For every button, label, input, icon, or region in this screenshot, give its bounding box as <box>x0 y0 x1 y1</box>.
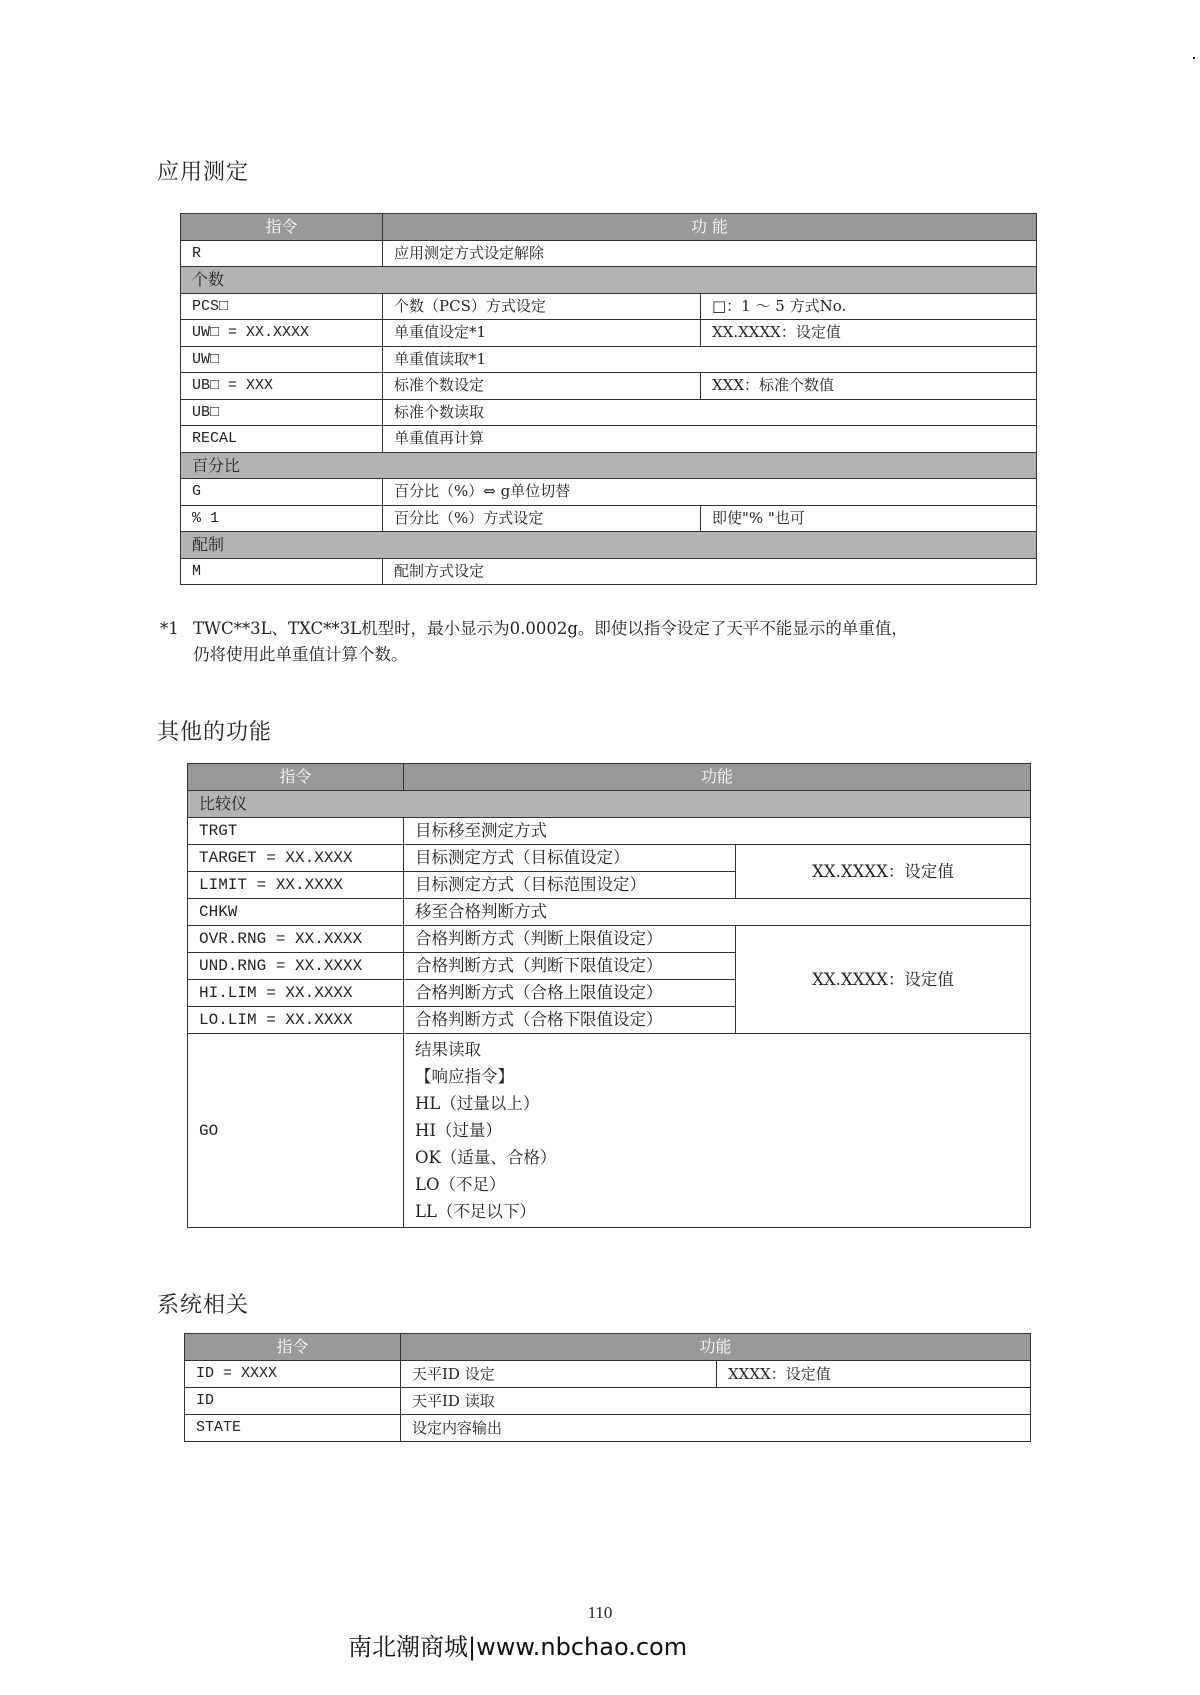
cell-function: 合格判断方式（合格上限值设定） <box>404 980 736 1007</box>
group-label: 百分比 <box>181 452 1037 479</box>
cell-function: 目标移至测定方式 <box>404 818 1031 845</box>
table-row <box>181 558 1037 585</box>
cell-function: 目标测定方式（目标值设定） <box>404 845 736 872</box>
section-title-applied: 应用测定 <box>157 160 250 185</box>
cell-command: CHKW <box>188 899 404 926</box>
cell-note: XX.XXXX：设定值 <box>736 926 1031 1034</box>
cell-command: M <box>181 558 383 585</box>
table-row <box>181 426 1037 453</box>
cell-command: ID = XXXX <box>185 1361 401 1388</box>
table-row <box>181 479 1037 506</box>
footnote-line-2: 仍将使用此单重值计算个数。 <box>193 645 408 664</box>
go-line: 结果读取 <box>415 1040 481 1059</box>
table-row <box>185 1388 1031 1415</box>
table-row <box>188 845 1031 872</box>
table-row <box>181 399 1037 426</box>
group-label: 比较仪 <box>188 791 1031 818</box>
cell-command: TARGET = XX.XXXX <box>188 845 404 872</box>
cell-function: 天平ID 读取 <box>401 1388 1031 1415</box>
cell-function: 合格判断方式（合格下限值设定） <box>404 1007 736 1034</box>
cell-function: 应用测定方式设定解除 <box>383 240 1037 267</box>
group-label: 配制 <box>181 532 1037 559</box>
footnote <box>160 616 908 668</box>
cell-function: 单重值设定*1 <box>383 320 701 347</box>
table-row <box>188 899 1031 926</box>
table-row <box>181 293 1037 320</box>
cell-function: 目标测定方式（目标范围设定） <box>404 872 736 899</box>
cell-function: 标准个数设定 <box>383 373 701 400</box>
cell-note: XX.XXXX：设定值 <box>736 845 1031 899</box>
cell-function: 天平ID 设定 <box>401 1361 717 1388</box>
header-command: 指令 <box>181 214 383 241</box>
go-line: OK（适量、合格） <box>415 1148 557 1167</box>
table-row <box>181 240 1037 267</box>
cell-command: ID <box>185 1388 401 1415</box>
section-title-system: 系统相关 <box>157 1293 250 1318</box>
cell-command: % 1 <box>181 505 383 532</box>
cell-command: GO <box>188 1034 404 1228</box>
cell-function: 设定内容输出 <box>401 1415 1031 1442</box>
section-title-other: 其他的功能 <box>157 720 273 745</box>
cell-note: XX.XXXX：设定值 <box>701 320 1037 347</box>
cell-command: RECAL <box>181 426 383 453</box>
cell-function: 百分比（%）方式设定 <box>383 505 701 532</box>
cell-command: STATE <box>185 1415 401 1442</box>
page-number: 110 <box>587 1603 613 1622</box>
cell-function <box>404 1034 1031 1228</box>
group-row-count <box>181 267 1037 294</box>
cell-note: □：1 ～ 5 方式No. <box>701 293 1037 320</box>
watermark-link[interactable]: 南北潮商城|www.nbchao.com <box>348 1633 688 1661</box>
footnote-line-1: TWC**3L、TXC**3L机型时，最小显示为0.0002g。即使以指令设定了天平不能显示的单重值， <box>193 619 908 638</box>
cell-command: G <box>181 479 383 506</box>
header-function: 功能 <box>401 1334 1031 1361</box>
cell-note: XXXX：设定值 <box>717 1361 1031 1388</box>
group-label: 个数 <box>181 267 1037 294</box>
cell-function: 配制方式设定 <box>383 558 1037 585</box>
cell-command: PCS□ <box>181 293 383 320</box>
table-row <box>181 373 1037 400</box>
applied-measurement-table <box>180 213 1037 585</box>
system-table <box>184 1333 1031 1442</box>
scan-speck <box>1193 57 1195 59</box>
header-command: 指令 <box>185 1334 401 1361</box>
cell-function: 单重值再计算 <box>383 426 1037 453</box>
group-row-comparator <box>188 791 1031 818</box>
cell-command: HI.LIM = XX.XXXX <box>188 980 404 1007</box>
cell-function: 合格判断方式（判断上限值设定） <box>404 926 736 953</box>
table-row <box>181 320 1037 347</box>
cell-function: 个数（PCS）方式设定 <box>383 293 701 320</box>
cell-function: 单重值读取*1 <box>383 346 1037 373</box>
footnote-mark: *1 <box>160 619 179 638</box>
cell-command: UW□ <box>181 346 383 373</box>
group-row-formulation <box>181 532 1037 559</box>
table-header-row <box>185 1334 1031 1361</box>
other-functions-table <box>187 763 1031 1228</box>
cell-function: 标准个数读取 <box>383 399 1037 426</box>
cell-function: 百分比（%）⇔ g单位切替 <box>383 479 1037 506</box>
go-line: HI（过量） <box>415 1121 502 1140</box>
cell-command: UW□ = XX.XXXX <box>181 320 383 347</box>
header-command: 指令 <box>188 764 404 791</box>
cell-command: UB□ <box>181 399 383 426</box>
group-row-percent <box>181 452 1037 479</box>
go-line: LL（不足以下） <box>415 1202 536 1221</box>
cell-function: 移至合格判断方式 <box>404 899 1031 926</box>
table-row <box>185 1415 1031 1442</box>
go-line: LO（不足） <box>415 1175 506 1194</box>
cell-command: TRGT <box>188 818 404 845</box>
table-header-row <box>181 214 1037 241</box>
cell-command: OVR.RNG = XX.XXXX <box>188 926 404 953</box>
table-row <box>181 346 1037 373</box>
table-header-row <box>188 764 1031 791</box>
table-row <box>181 505 1037 532</box>
cell-command: UB□ = XXX <box>181 373 383 400</box>
table-row <box>185 1361 1031 1388</box>
cell-command: LIMIT = XX.XXXX <box>188 872 404 899</box>
table-row <box>188 818 1031 845</box>
cell-command: UND.RNG = XX.XXXX <box>188 953 404 980</box>
table-row-go <box>188 1034 1031 1228</box>
cell-note: XXX：标准个数值 <box>701 373 1037 400</box>
header-function: 功 能 <box>383 214 1037 241</box>
header-function: 功能 <box>404 764 1031 791</box>
cell-note: 即使"% "也可 <box>701 505 1037 532</box>
table-row <box>188 926 1031 953</box>
cell-command: LO.LIM = XX.XXXX <box>188 1007 404 1034</box>
cell-function: 合格判断方式（判断下限值设定） <box>404 953 736 980</box>
cell-command: R <box>181 240 383 267</box>
go-line: HL（过量以上） <box>415 1094 540 1113</box>
go-line: 【响应指令】 <box>415 1067 514 1086</box>
